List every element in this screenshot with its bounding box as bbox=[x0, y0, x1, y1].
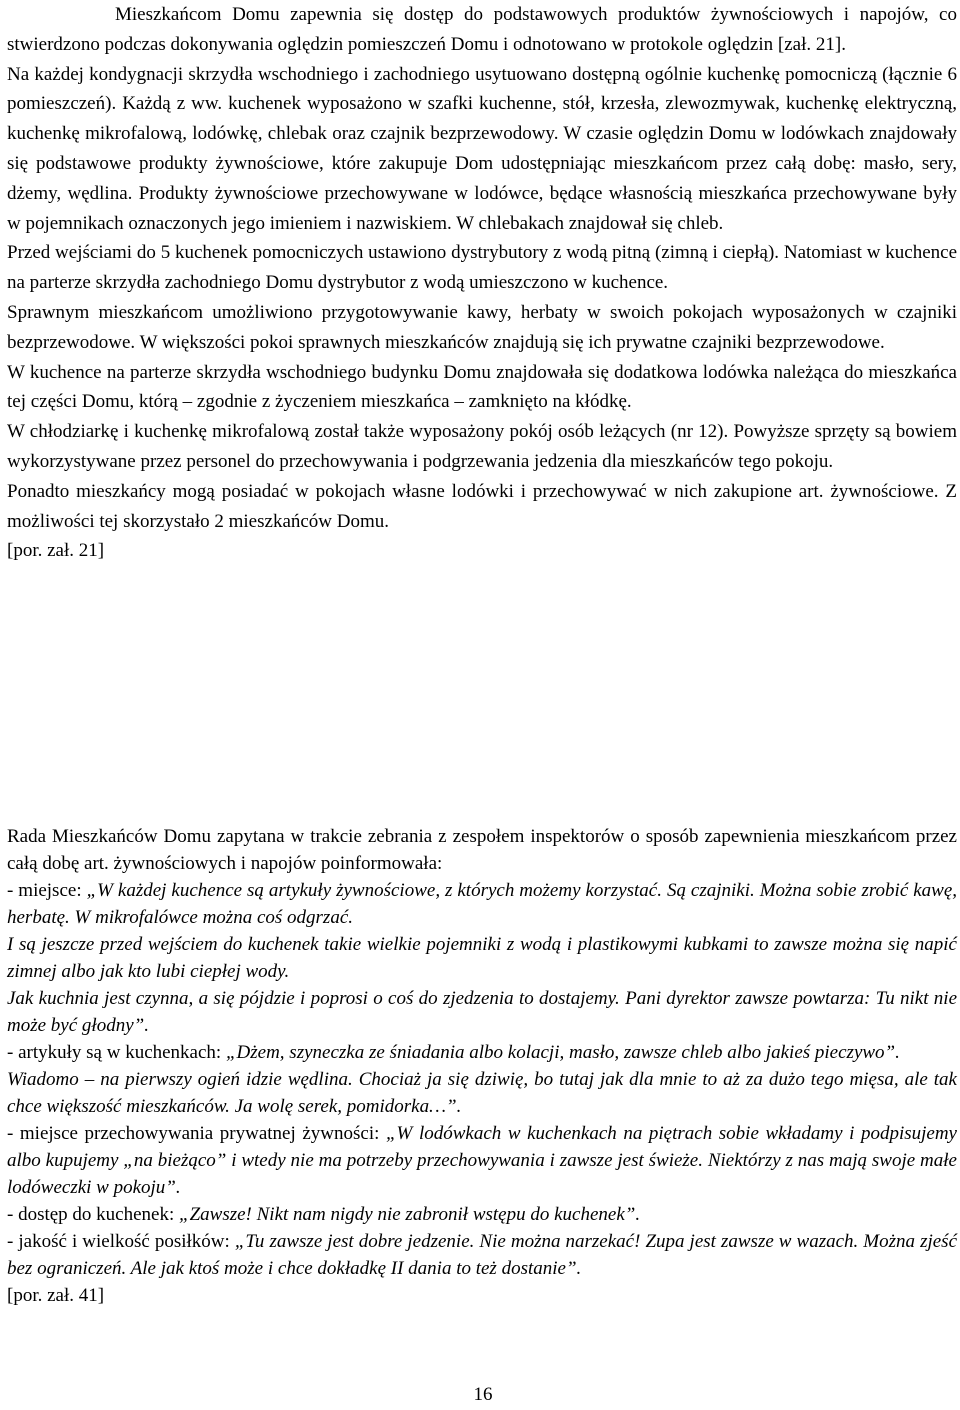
quote-text: „W lodówkach w kuchenkach na piętrach sobie wkładamy i podpisujemy albo kupujemy „na bieżąco” i wtedy nie ma potrzeby przechowywania i zawsze jest świeże. Niektórzy z nas mają swoje małe lodóweczki w pokoju”. bbox=[7, 1123, 957, 1198]
paragraph-room-12: W chłodziarkę i kuchenkę mikrofalową został także wyposażony pokój osób leżących (nr 12). Powyższe sprzęty są bowiem wykorzystywane przez personel do przechowywania i podgrzewania jedzenia dla mieszkańców tego pokoju. bbox=[7, 421, 957, 472]
quote-label: - artykuły są w kuchenkach: bbox=[7, 1042, 226, 1063]
quote-text: „W każdej kuchence są artykuły żywnościowe, z których możemy korzystać. Są czajniki. Można sobie zrobić kawę, herbatę. W mikrofalówce można coś odgrzać. bbox=[7, 880, 957, 928]
quote-place bbox=[7, 877, 957, 931]
quote-text: „Dżem, szyneczka ze śniadania albo kolacji, masło, zawsze chleb albo jakieś pieczywo”. bbox=[225, 1042, 900, 1063]
quote-continuation: Jak kuchnia jest czynna, a się pójdzie i poprosi o coś do zjedzenia to dostajemy. Pani dyrektor zawsze powtarza: Tu nikt nie może być głodny”. bbox=[7, 988, 957, 1036]
reference-annex-21: [por. zał. 21] bbox=[7, 540, 105, 562]
paragraph-kitchenettes: Na każdej kondygnacji skrzydła wschodniego i zachodniego usytuowano dostępną ogólnie kuchenkę pomocniczą (łącznie 6 pomieszczeń). Każdą z ww. kuchenek wyposażono w szafki kuchenne, stół, krzesła, zlewozmywak, kuchenkę elektryczną, kuchenkę mikrofalową, lodówkę, chlebak oraz czajnik bezprzewodowy. W czasie oględzin Domu w lodówkach znajdowały się podstawowe produkty żywnościowe, które zakupuje Dom udostępniając mieszkańcom przez całą dobę: masło, sery, dżemy, wędlina. Produkty żywnościowe przechowywane w lodówce, będące własnością mieszkańca przechowywane były w pojemnikach oznaczonych jego imieniem i nazwiskiem. W chlebakach znajdował się chleb. bbox=[7, 63, 957, 234]
quote-text: „Tu zawsze jest dobre jedzenie. Nie można narzekać! Zupa jest zawsze w wazach. Można zjeść bez ograniczeń. Ale jak ktoś może i chce dokładkę II dania to też dostanie”. bbox=[7, 1231, 957, 1279]
quote-articles bbox=[7, 1039, 957, 1066]
quote-label: - miejsce przechowywania prywatnej żywności: bbox=[7, 1123, 386, 1144]
quote-label: - jakość i wielkość posiłków: bbox=[7, 1231, 235, 1252]
quote-label: - dostęp do kuchenek: bbox=[7, 1204, 180, 1225]
reference-annex-41: [por. zał. 41] bbox=[7, 1285, 105, 1306]
section-residents-council bbox=[7, 823, 957, 1309]
quote-continuation: Wiadomo – na pierwszy ogień idzie wędlina. Chociaż ja się dziwię, bo tutaj jak dla mnie to aż za dużo tego mięsa, ale tak chce większość mieszkańców. Ja wolę serek, pomidorka…”. bbox=[7, 1069, 957, 1117]
paragraph-water-dispensers: Przed wejściami do 5 kuchenek pomocniczych ustawiono dystrybutory z wodą pitną (zimną i ciepłą). Natomiast w kuchence na parterze skrzydła zachodniego Domu dystrybutor z wodą umieszczono w kuchence. bbox=[7, 242, 957, 294]
quote-continuation: I są jeszcze przed wejściem do kuchenek takie wielkie pojemniki z wodą i plastikowymi kubkami to zawsze można się napić zimnej albo jak kto lubi ciepłej wody. bbox=[7, 934, 957, 982]
quote-meal-quality bbox=[7, 1228, 957, 1282]
paragraph-intro: Mieszkańcom Domu zapewnia się dostęp do podstawowych produktów żywnościowych i napojów, co stwierdzono podczas dokonywania oględzin pomieszczeń Domu i odnotowano w protokole oględzin [zał. 21]. bbox=[7, 4, 957, 55]
section-food-access bbox=[7, 0, 957, 566]
quote-label: - miejsce: bbox=[7, 880, 87, 901]
quote-text: „Zawsze! Nikt nam nigdy nie zabronił wstępu do kuchenek”. bbox=[179, 1204, 641, 1225]
paragraph-extra-fridge: W kuchence na parterze skrzydła wschodniego budynku Domu znajdowała się dodatkowa lodówka należąca do mieszkańca tej części Domu, którą – zgodnie z życzeniem mieszkańca – zamknięto na kłódkę. bbox=[7, 361, 957, 413]
paragraph-kettles: Sprawnym mieszkańcom umożliwiono przygotowywanie kawy, herbaty w swoich pokojach wyposażonych w czajniki bezprzewodowe. W większości pokoi sprawnych mieszkańców znajdują się ich prywatne czajniki bezprzewodowe. bbox=[7, 301, 957, 353]
paragraph-council-intro: Rada Mieszkańców Domu zapytana w trakcie zebrania z zespołem inspektorów o sposób zapewnienia mieszkańcom przez całą dobę art. żywnościowych i napojów poinformowała: bbox=[7, 826, 957, 874]
page-number: 16 bbox=[473, 1384, 493, 1405]
quote-kitchen-access bbox=[7, 1201, 957, 1228]
paragraph-own-fridges: Ponadto mieszkańcy mogą posiadać w pokojach własne lodówki i przechowywać w nich zakupione art. żywnościowe. Z możliwości tej skorzystało 2 mieszkańców Domu. bbox=[7, 480, 957, 532]
quote-private-storage bbox=[7, 1120, 957, 1201]
